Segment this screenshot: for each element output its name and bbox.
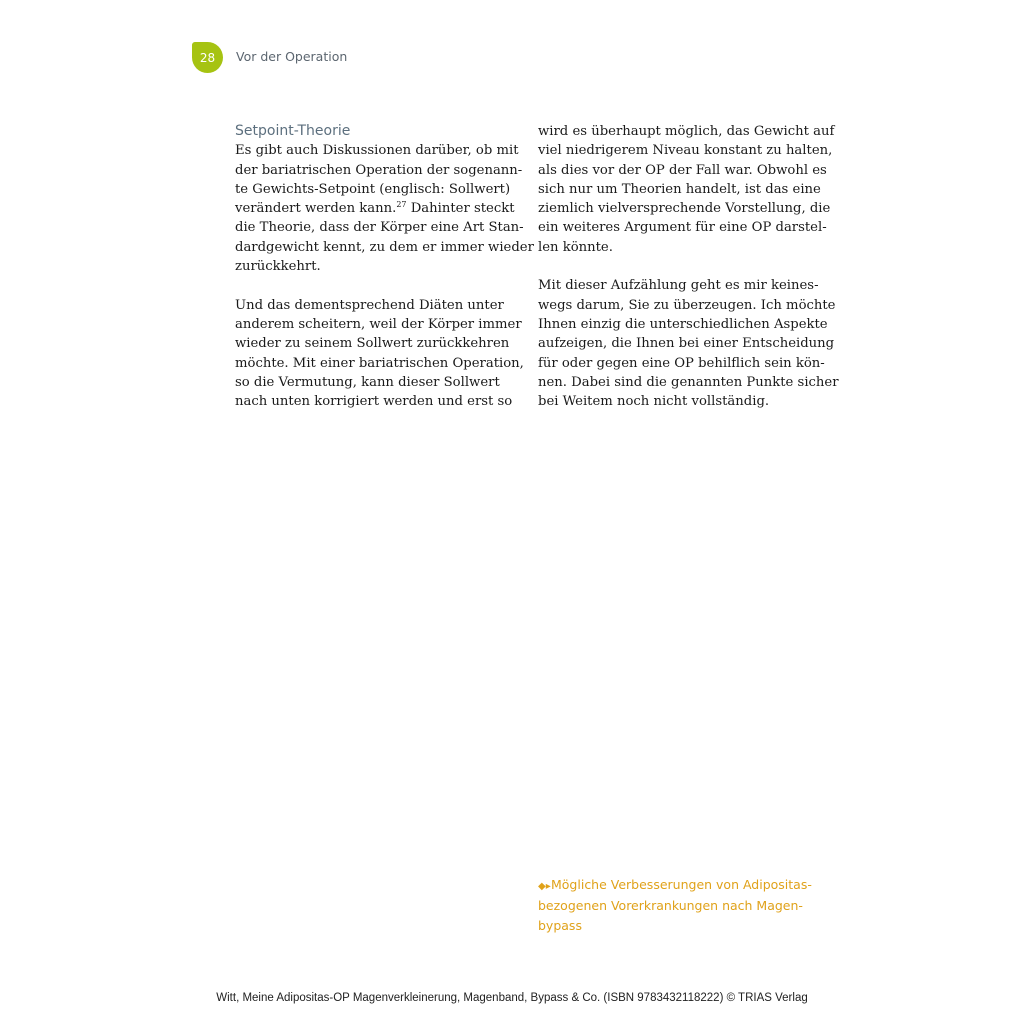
page-number-badge <box>192 42 223 73</box>
text-line: anderem scheitern, weil der Körper immer <box>235 316 522 332</box>
paragraph <box>538 276 839 411</box>
double-arrow-icon: ◆▸ <box>538 881 551 892</box>
running-title: Vor der Operation <box>236 49 348 64</box>
footnote-marker[interactable]: 27 <box>396 200 407 210</box>
text-line: sich nur um Theorien handelt, ist das eine <box>538 181 821 197</box>
text-line: te Gewichts-Setpoint (englisch: Sollwert) <box>235 181 511 197</box>
cross-reference-line <box>538 875 828 896</box>
paragraph <box>235 296 524 412</box>
cross-reference-link[interactable] <box>538 875 828 935</box>
text-line: aufzeigen, die Ihnen bei einer Entscheidung <box>538 336 835 352</box>
text-line: nen. Dabei sind die genannten Punkte sicher <box>538 374 839 390</box>
left-column <box>235 122 534 411</box>
cross-reference-line: bypass <box>538 917 582 933</box>
text-line: für oder gegen eine OP behilflich sein kön- <box>538 355 825 371</box>
section-title: Setpoint-Theorie <box>235 123 351 139</box>
paragraph <box>538 122 835 257</box>
text-fragment: Dahinter steckt <box>406 201 515 217</box>
text-line: die Theorie, dass der Körper eine Art Stan- <box>235 220 524 236</box>
cross-reference-text: Mögliche Verbesserungen von Adipositas- <box>551 877 812 892</box>
text-line: ziemlich vielversprechende Vorstellung, die <box>538 201 831 217</box>
right-column <box>538 122 839 411</box>
text-line: Und das dementsprechend Diäten unter <box>235 297 504 313</box>
text-fragment: verändert werden kann. <box>235 201 397 217</box>
cross-reference-line: bezogenen Vorerkrankungen nach Magen- <box>538 898 803 914</box>
text-line: Es gibt auch Diskussionen darüber, ob mit <box>235 143 519 159</box>
text-line: wieder zu seinem Sollwert zurückkehren <box>235 336 510 352</box>
text-line: Ihnen einzig die unterschiedlichen Aspekte <box>538 316 828 332</box>
text-line: ein weiteres Argument für eine OP darstel- <box>538 220 827 236</box>
text-line-with-footnote <box>235 199 519 218</box>
citation-footer: Witt, Meine Adipositas-OP Magenverkleinerung, Magenband, Bypass & Co. (ISBN 9783432118222) © TRIAS Verlag <box>216 992 808 1004</box>
paragraph <box>235 141 534 276</box>
text-line: bei Weitem noch nicht vollständig. <box>538 394 770 410</box>
text-line: wird es überhaupt möglich, das Gewicht auf <box>538 124 835 139</box>
page-number: 28 <box>199 50 216 65</box>
text-line: wegs darum, Sie zu überzeugen. Ich möchte <box>538 297 836 313</box>
text-line: der bariatrischen Operation der sogenann- <box>235 162 523 178</box>
text-line: len könnte. <box>538 239 613 255</box>
text-line: so die Vermutung, kann dieser Sollwert <box>235 374 500 390</box>
text-line: als dies vor der OP der Fall war. Obwohl es <box>538 162 827 178</box>
text-line: zurückkehrt. <box>235 259 321 275</box>
text-line: möchte. Mit einer bariatrischen Operation, <box>235 355 524 371</box>
text-line: Mit dieser Aufzählung geht es mir keines- <box>538 278 819 294</box>
text-line: viel niedrigerem Niveau konstant zu halten, <box>538 143 833 159</box>
text-line: dardgewicht kennt, zu dem er immer wieder <box>235 239 534 255</box>
text-line: nach unten korrigiert werden und erst so <box>235 394 513 410</box>
